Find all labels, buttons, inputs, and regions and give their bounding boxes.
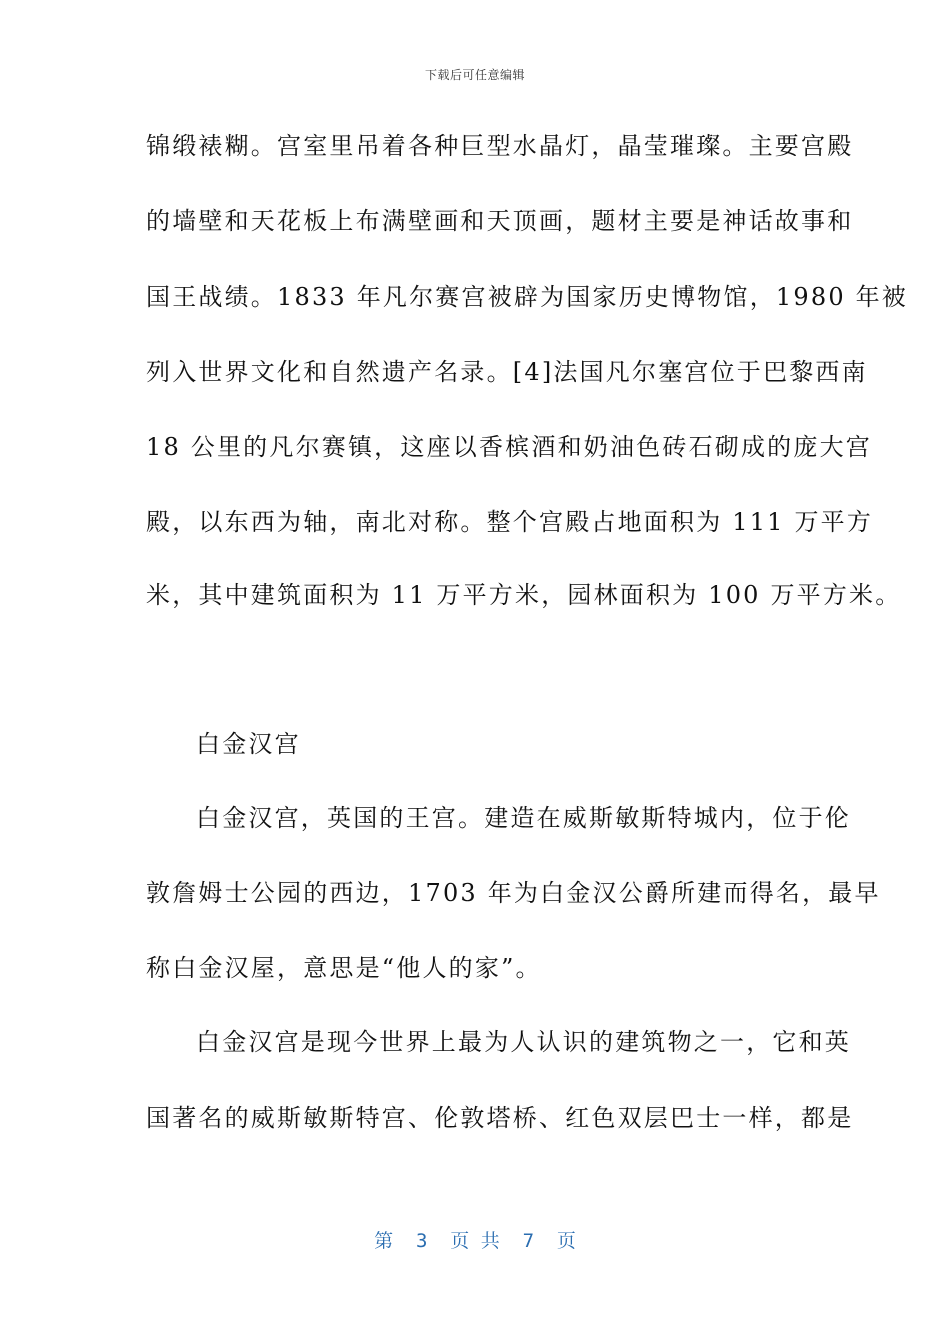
body-line: 锦缎裱糊。宫室里吊着各种巨型水晶灯，晶莹璀璨。主要宫殿 [146, 132, 854, 160]
body-line: 米，其中建筑面积为 11 万平方米，园林面积为 100 万平方米。 [146, 581, 902, 609]
body-line: 白金汉宫是现今世界上最为人认识的建筑物之一，它和英 [196, 1028, 851, 1056]
body-line: 白金汉宫，英国的王宫。建造在威斯敏斯特城内，位于伦 [196, 804, 851, 832]
body-line: 列入世界文化和自然遗产名录。[4]法国凡尔塞宫位于巴黎西南 [146, 358, 868, 386]
page-number-footer: 第 3 页 共 7 页 [374, 1230, 576, 1252]
body-line: 18 公里的凡尔赛镇，这座以香槟酒和奶油色砖石砌成的庞大宫 [146, 433, 872, 461]
body-line: 国王战绩。1833 年凡尔赛宫被辟为国家历史博物馆，1980 年被 [146, 283, 909, 311]
body-line: 的墙壁和天花板上布满壁画和天顶画，题材主要是神话故事和 [146, 207, 854, 235]
section-title: 白金汉宫 [196, 730, 301, 758]
page-header-note: 下载后可任意编辑 [424, 68, 525, 82]
body-line: 称白金汉屋，意思是“他人的家”。 [146, 954, 542, 982]
body-line: 殿，以东西为轴，南北对称。整个宫殿占地面积为 111 万平方 [146, 508, 874, 536]
body-line: 敦詹姆士公园的西边，1703 年为白金汉公爵所建而得名，最早 [146, 879, 881, 907]
body-line: 国著名的威斯敏斯特宫、伦敦塔桥、红色双层巴士一样，都是 [146, 1104, 854, 1132]
